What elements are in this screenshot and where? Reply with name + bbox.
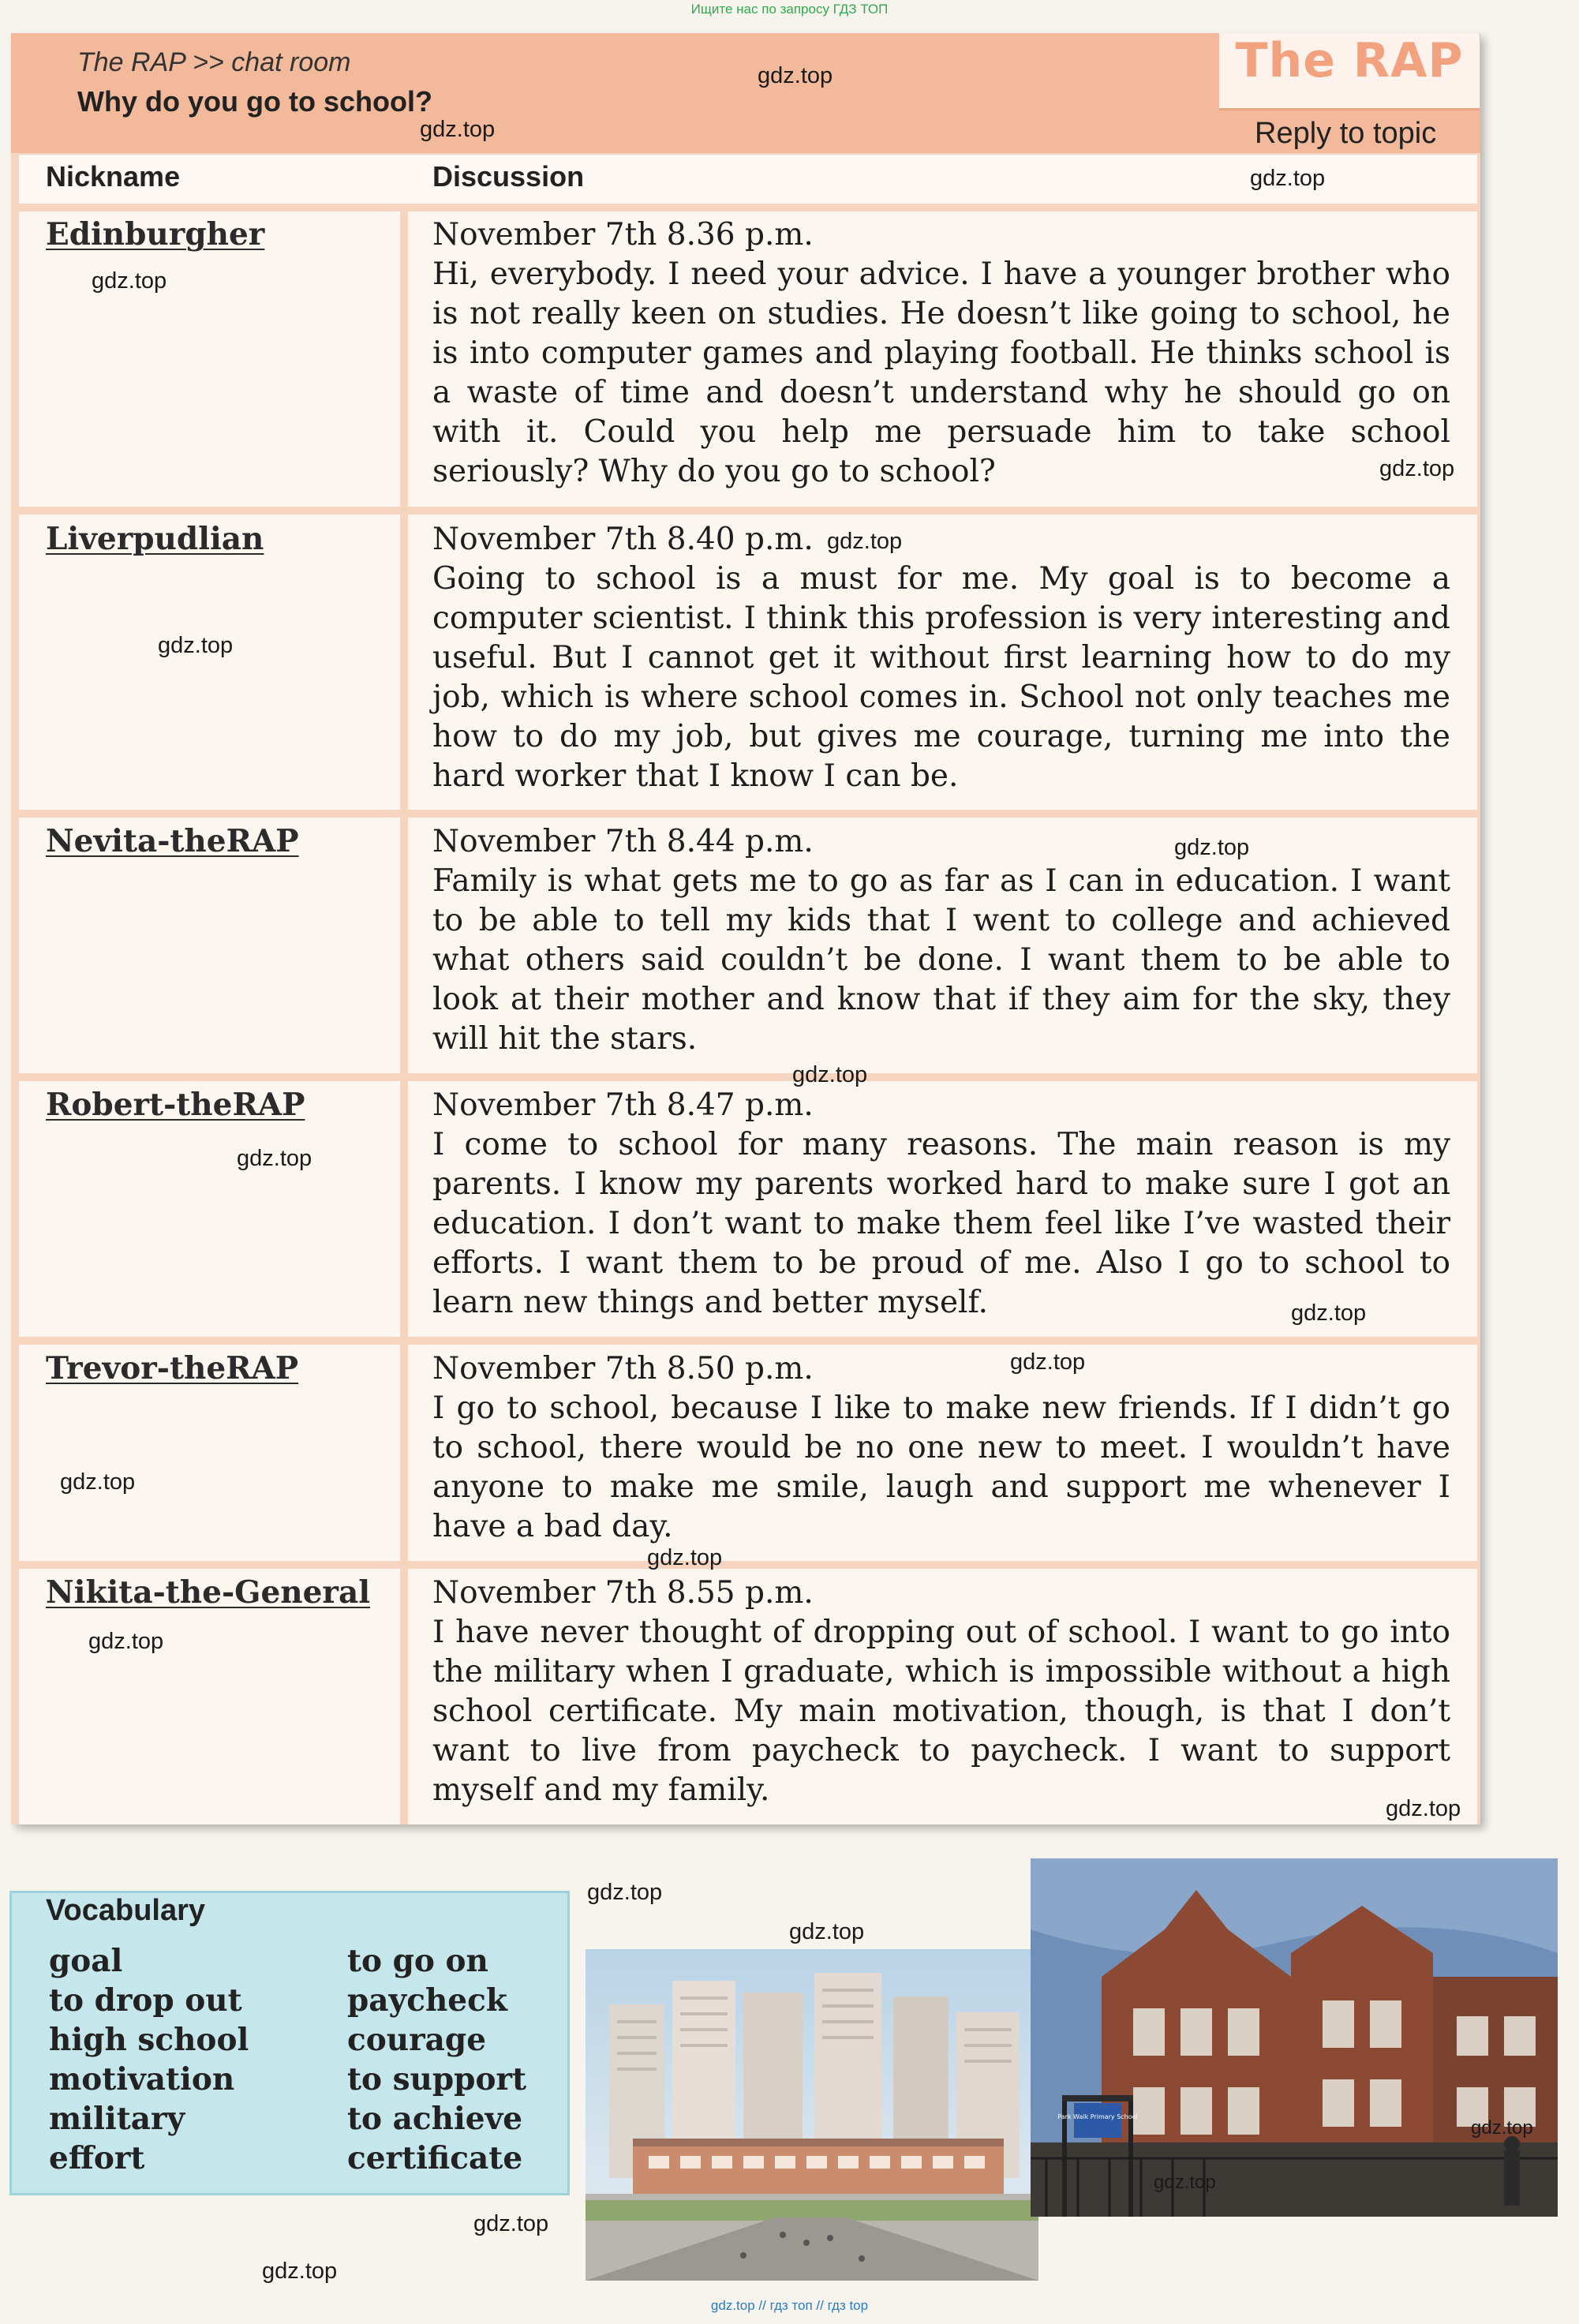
brick-school-photo — [1031, 1858, 1558, 2217]
watermark: gdz.top — [262, 2259, 338, 2284]
column-header-discussion: Discussion — [432, 160, 585, 193]
post-nickname-cell — [19, 515, 400, 810]
footer-note: gdz.top // гдз топ // гдз top — [710, 2298, 869, 2313]
post-nickname[interactable]: Robert-theRAP — [46, 1087, 305, 1123]
watermark: gdz.top — [473, 2211, 549, 2236]
vocab-word: courage — [347, 2022, 487, 2058]
watermark: gdz.top — [60, 1469, 136, 1495]
watermark: gdz.top — [1010, 1349, 1086, 1375]
top-note: Ищите нас по запросу ГДЗ ТОП — [690, 2, 889, 17]
watermark: gdz.top — [1174, 835, 1250, 860]
post-date: November 7th 8.47 p.m. — [432, 1087, 814, 1123]
watermark: gdz.top — [420, 117, 496, 142]
watermark: gdz.top — [158, 633, 234, 658]
vocab-word: to drop out — [49, 1982, 242, 2019]
post-date: November 7th 8.40 p.m. — [432, 522, 814, 557]
watermark: gdz.top — [92, 268, 167, 294]
vocabulary-right-column — [347, 1941, 526, 2178]
school-sign: Park Walk Primary School — [1057, 2113, 1138, 2120]
post-text: I have never thought of dropping out of school. I want to go into the military when I graduate, which is impossible without a high school certificate. My main motivation, though, is that I don’t want to live from paycheck to paycheck. I want to support myself and my family. — [432, 1615, 1450, 1808]
column-header-nickname: Nickname — [46, 160, 181, 193]
vocabulary-title: Vocabulary — [46, 1894, 206, 1927]
post-entry — [432, 1349, 1450, 1547]
vocab-word: paycheck — [347, 1982, 507, 2019]
post-text: I go to school, because I like to make new friends. If I didn’t go to school, there would be no one new to meet. I wouldn’t have anyone to make me smile, laugh and support me whenever I have a bad day. — [432, 1390, 1450, 1544]
watermark: gdz.top — [789, 1919, 865, 1944]
vocab-word: certificate — [347, 2140, 523, 2176]
post-nickname[interactable]: Nevita-theRAP — [46, 823, 299, 859]
watermark: gdz.top — [792, 1062, 868, 1087]
brick-school-illustration — [1031, 1858, 1558, 2217]
vocab-word: motivation — [49, 2061, 235, 2098]
post-nickname[interactable]: Edinburgher — [46, 216, 265, 253]
post-date: November 7th 8.36 p.m. — [432, 217, 814, 253]
post-text: I come to school for many reasons. The main reason is my parents. I know my parents worked hard to make sure I got an education. I don’t want to make them feel like I’ve wasted their efforts. I want them to be proud of me. Also I go to school to learn new things and better myself. — [432, 1127, 1450, 1320]
vocab-word: to achieve — [347, 2101, 523, 2137]
post-text: Hi, everybody. I need your advice. I have a younger brother who is not really keen on studies. He doesn’t like going to school, he is into computer games and playing football. He thinks school is a waste of time and doesn’t understand why he should go on with it. Could you help me persuade him to take school seriously? Why do you go to school? — [432, 256, 1450, 489]
vocab-word: military — [49, 2101, 185, 2137]
chat-title: Why do you go to school? — [77, 85, 432, 118]
modern-school-photo — [586, 1949, 1038, 2281]
post-date: November 7th 8.55 p.m. — [432, 1575, 814, 1611]
watermark: gdz.top — [1291, 1300, 1367, 1326]
watermark: gdz.top — [237, 1146, 312, 1171]
post-entry — [432, 520, 1450, 796]
vocab-word: high school — [49, 2022, 249, 2058]
watermark: gdz.top — [1154, 2172, 1216, 2193]
watermark: gdz.top — [88, 1629, 164, 1654]
post-nickname[interactable]: Liverpudlian — [46, 521, 264, 557]
vocab-word: effort — [49, 2140, 145, 2176]
modern-school-illustration — [586, 1949, 1038, 2281]
rap-logo: The RAP — [1235, 33, 1464, 88]
watermark: gdz.top — [647, 1545, 723, 1570]
post-text: Going to school is a must for me. My goal is to become a computer scientist. I think this profession is very interesting and useful. But I cannot get it without first learning how to do my job, which is where school comes in. School not only teaches me how to do my job, but gives me courage, turning me into the hard worker that I know I can be. — [432, 561, 1450, 794]
post-text: Family is what gets me to go as far as I can in education. I want to be able to tell my kids that I went to college and achieved what others said couldn’t be done. I want them to be able to look at their mother and know that if they aim for the sky, they will hit the stars. — [432, 863, 1450, 1057]
post-date: November 7th 8.44 p.m. — [432, 824, 814, 859]
post-entry — [432, 215, 1450, 492]
post-nickname[interactable]: Trevor-theRAP — [46, 1350, 299, 1387]
reply-to-topic-link[interactable]: Reply to topic — [1255, 117, 1437, 150]
post-date: November 7th 8.50 p.m. — [432, 1351, 814, 1387]
watermark: gdz.top — [1471, 2117, 1533, 2139]
post-entry — [432, 822, 1450, 1059]
vocab-word: to go on — [347, 1943, 488, 1979]
post-nickname[interactable]: Nikita-the-General — [46, 1574, 371, 1611]
watermark: gdz.top — [1386, 1796, 1461, 1821]
watermark: gdz.top — [587, 1880, 663, 1905]
watermark: gdz.top — [1250, 166, 1326, 191]
post-entry — [432, 1086, 1450, 1323]
watermark: gdz.top — [1379, 456, 1455, 481]
watermark: gdz.top — [827, 529, 903, 554]
watermark: gdz.top — [758, 63, 833, 88]
chat-breadcrumb: The RAP >> chat room — [77, 47, 351, 77]
vocab-word: to support — [347, 2061, 527, 2098]
vocabulary-left-column — [49, 1941, 249, 2178]
vocab-word: goal — [49, 1943, 123, 1979]
post-entry — [432, 1574, 1450, 1810]
post-nickname-cell — [19, 211, 400, 507]
